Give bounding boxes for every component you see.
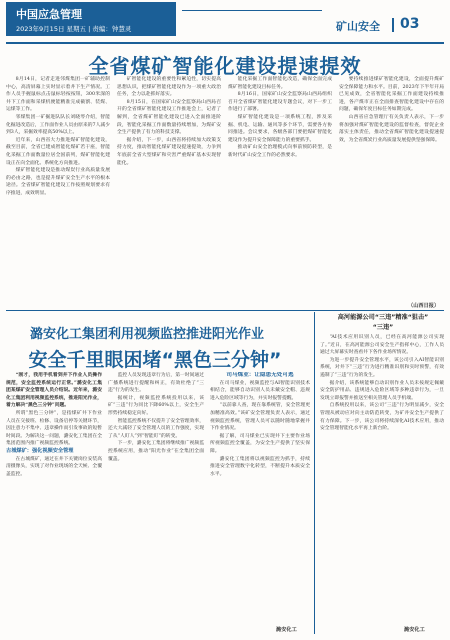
bottom-article-kicker: 潞安化工集团利用视频监控推进阳光作业 xyxy=(30,327,265,342)
bottom-article-column-2 xyxy=(108,372,204,634)
right-article-title: 高河能源公司“三违”精准“狙击” xyxy=(337,314,429,321)
paragraph: 近年来，山西省大力推进煤矿智能化建设，截至目前，全省已建成智能化煤矿若干座，智能化采掘工作面数量位居全国前列，煤矿智能化建设正在向全面化、系统化方向推进。 xyxy=(6,137,110,166)
top-article-column-4 xyxy=(339,76,444,302)
paragraph: 8月14日，记者走进邻煤集团一矿辅助控制中心，高清屏幕上实时显示着井下生产情况。工作人员手握鼠标点击鼠标轻按按钮，300米深的井下工作面和采煤机便能精准完成截割、装煤、运煤等工作。 xyxy=(6,77,110,113)
paragraph: 8月15日，在国家矿山安全监察局山西局召开的全省煤矿智能化建设工作推进会上，记者了解到，全省煤矿智能化建设已进入全面推进阶段，智能化采掘工作面数量持续增加，为煤矿安全生产提供了有力的科技支撑。 xyxy=(117,99,221,136)
subheading: 古城煤矿：强化视频安全管理 xyxy=(6,447,74,454)
top-article-column-1 xyxy=(6,76,110,310)
paragraph: 据统计，视频监控系统投用以来，该矿“三违”行为同比下降60%以上，安全生产形势持续稳定向好。 xyxy=(108,395,204,416)
paragraph: 据介绍，下一步，山西省将持续加大政策支持力度，推动智能化煤矿建设提速提效，力争到年底前全省大型煤矿和灾害严重煤矿基本实现智能化。 xyxy=(117,137,221,166)
paragraph: 据了解，司马煤业已实现井下主要作业场所视频监控全覆盖，为安全生产提供了坚实保障。 xyxy=(210,433,310,454)
top-article-column-2 xyxy=(117,76,221,310)
section-divider xyxy=(6,310,444,311)
top-article-headline: 全省煤矿智能化建设提速提效 xyxy=(88,54,362,78)
header-rule xyxy=(6,42,444,44)
paragraph: 据介绍，该系统能够自动识别作业人员未按规定佩戴安全防护用品、违规进入危险区域等多种违章行为，一旦发现立即报警并推送至相关管理人员手机端。 xyxy=(320,380,444,401)
paragraph: 所谓“黑色三分钟”，是指煤矿井下作业人员在交接班、检修、设备启停等关键环节，因注意力不集中、违章操作而引发事故的短暂时间段。为解决这一问题，潞安化工集团在全集团范围内推广视频监控系统。 xyxy=(6,410,102,447)
paragraph: 监控人员发现违章行为后，第一时间通过广播系统进行提醒和纠正，有效杜绝了“三违”行为的发生。 xyxy=(108,373,204,394)
paragraph: 潞安化工集团将以视频监控为抓手，持续推进安全管理数字化转型，不断提升本质安全水平。 xyxy=(210,456,310,477)
bottom-article-byline: 潞安化工 xyxy=(276,627,297,633)
paragraph: “以前靠人查，现在靠系统管，安全管理更加精准高效。”该矿安全管理负责人表示，通过视频监控系统，管理人员可以随时随地掌握井下作业情况。 xyxy=(210,403,310,432)
bottom-article-column-1 xyxy=(6,372,102,634)
column-divider xyxy=(314,312,315,634)
page-number: 03 xyxy=(400,16,420,32)
paragraph: 邻煤集团一矿掘进队队长刘晓琴介绍，智能化掘进改造后，工作面作业人员由原来的7人减少到3人，采掘效率提高50%以上。 xyxy=(6,114,110,136)
paragraph: 煤矿智能化建设是推动煤炭行业高质量发展的必由之路，也是提升煤矿安全生产水平的根本途径。全省煤矿智能化建设工作按照规划要求有序推进，成效明显。 xyxy=(6,168,110,196)
paragraph: 要持续推进煤矿智能化建设，全面提升煤矿安全保障能力和水平。目前，2023年下半年开局已见成效，全省智能化采掘工作面建设持续推进，各产煤市正在全面排查智能化建设中存在的问题，确保年度目标任务如期完成。 xyxy=(339,77,444,113)
paragraph: 8月16日，国家矿山安全监察局山西局组织召开全省煤矿智能化建设专题会议，对下一步工作进行了部署。 xyxy=(228,92,332,113)
right-article-title-line-2: “三违” xyxy=(372,324,394,331)
section-separator xyxy=(392,18,394,32)
paragraph: 能化采掘工作面智能化改造，确保全面完成煤矿智能化建设目标任务。 xyxy=(228,77,332,90)
paragraph: “AI技术应用识别人员，已经在高河能源公司实现了。”近日，在高河能源公司安全生产指挥中心，工作人员通过大屏幕实时查看井下各作业场所情况。 xyxy=(320,335,444,356)
top-article-byline: （山西日报） xyxy=(408,303,440,309)
issue-date: 2023年9月15日 星期五 | 责编：钟慧灵 xyxy=(16,25,132,33)
top-article-column-3 xyxy=(228,76,332,310)
right-article-body xyxy=(320,334,444,626)
paragraph: 在古城煤矿，通过在井下关键岗位安装高清摄像头，实现了对作业现场的全天候、全覆盖监控。 xyxy=(6,456,102,477)
paragraph: 在司马煤业，视频监控与AI智能识别技术相结合，能够自动识别人员未戴安全帽、违规进入危险区域等行为，并实时报警提醒。 xyxy=(210,380,310,401)
lead-paragraph: “刚才，我用手机看到井下作业人员操作规范，安全监控系统运行正常。”潞安化工集团某煤矿安全管理人员介绍说。近年来，潞安化工集团利用视频监控系统，推进阳光作业，着力解决“黑色三分钟”问题。 xyxy=(6,372,102,409)
bottom-article-column-3 xyxy=(210,372,310,634)
bottom-article-headline: 安全千里眼困堵“黑色三分钟” xyxy=(28,349,282,371)
paragraph: 山西省应急管理厅有关负责人表示，下一步将加强对煤矿智能化建设的监督检查，督促企业落实主体责任，推动全省煤矿智能化建设提速提效，为全省煤炭行业高质量发展提供坚强保障。 xyxy=(339,114,444,143)
newspaper-logo: 中国应急管理 xyxy=(16,8,82,21)
paragraph: 煤矿智能化建设是一项系统工程，涉及采掘、机电、运输、通风等多个环节，需要各方协同推进。会议要求，各级各部门要把煤矿智能化建设作为提升安全保障能力的重要抓手。 xyxy=(228,114,332,143)
paragraph: 下一步，潞安化工集团将继续推广视频监控系统应用，推动“阳光作业”在全集团全面覆盖。 xyxy=(108,441,204,462)
paragraph: 智能监控系统不仅提升了安全管理效率，还大大减轻了安全管理人员的工作强度，实现了从“人盯人”到“智能盯”的转变。 xyxy=(108,418,204,439)
paragraph: 矿智能化建设的重要性和紧迫性，切实提高思想认识，把煤矿智能化建设作为一项重大政治任务，全力以赴抓好落实。 xyxy=(117,77,221,98)
paragraph: 推动矿山安全治理模式向事前预防转型，是新时代矿山安全工作的必然要求。 xyxy=(228,145,332,158)
paragraph: 为进一步提升安全管理水平，该公司引入AI智能识别系统，对井下“三违”行为进行精准识别和实时预警，有效遏制了“三违”行为的发生。 xyxy=(320,357,444,378)
masthead-banner xyxy=(6,2,176,36)
subheading: 司马煤业：让隐患无处可逃 xyxy=(226,372,294,378)
header-divider xyxy=(182,10,322,25)
section-title: 矿山安全 xyxy=(336,20,380,33)
right-article-byline: 潞安化工 xyxy=(404,627,425,633)
masthead xyxy=(0,0,450,46)
paragraph: 自系统投用以来，该公司“三违”行为明显减少，安全管理从被动应对向主动防范转变，为矿井安全生产提供了有力保障。下一步，该公司将持续深化AI技术应用，推动安全管理智能化水平再上新台阶。 xyxy=(320,403,444,432)
